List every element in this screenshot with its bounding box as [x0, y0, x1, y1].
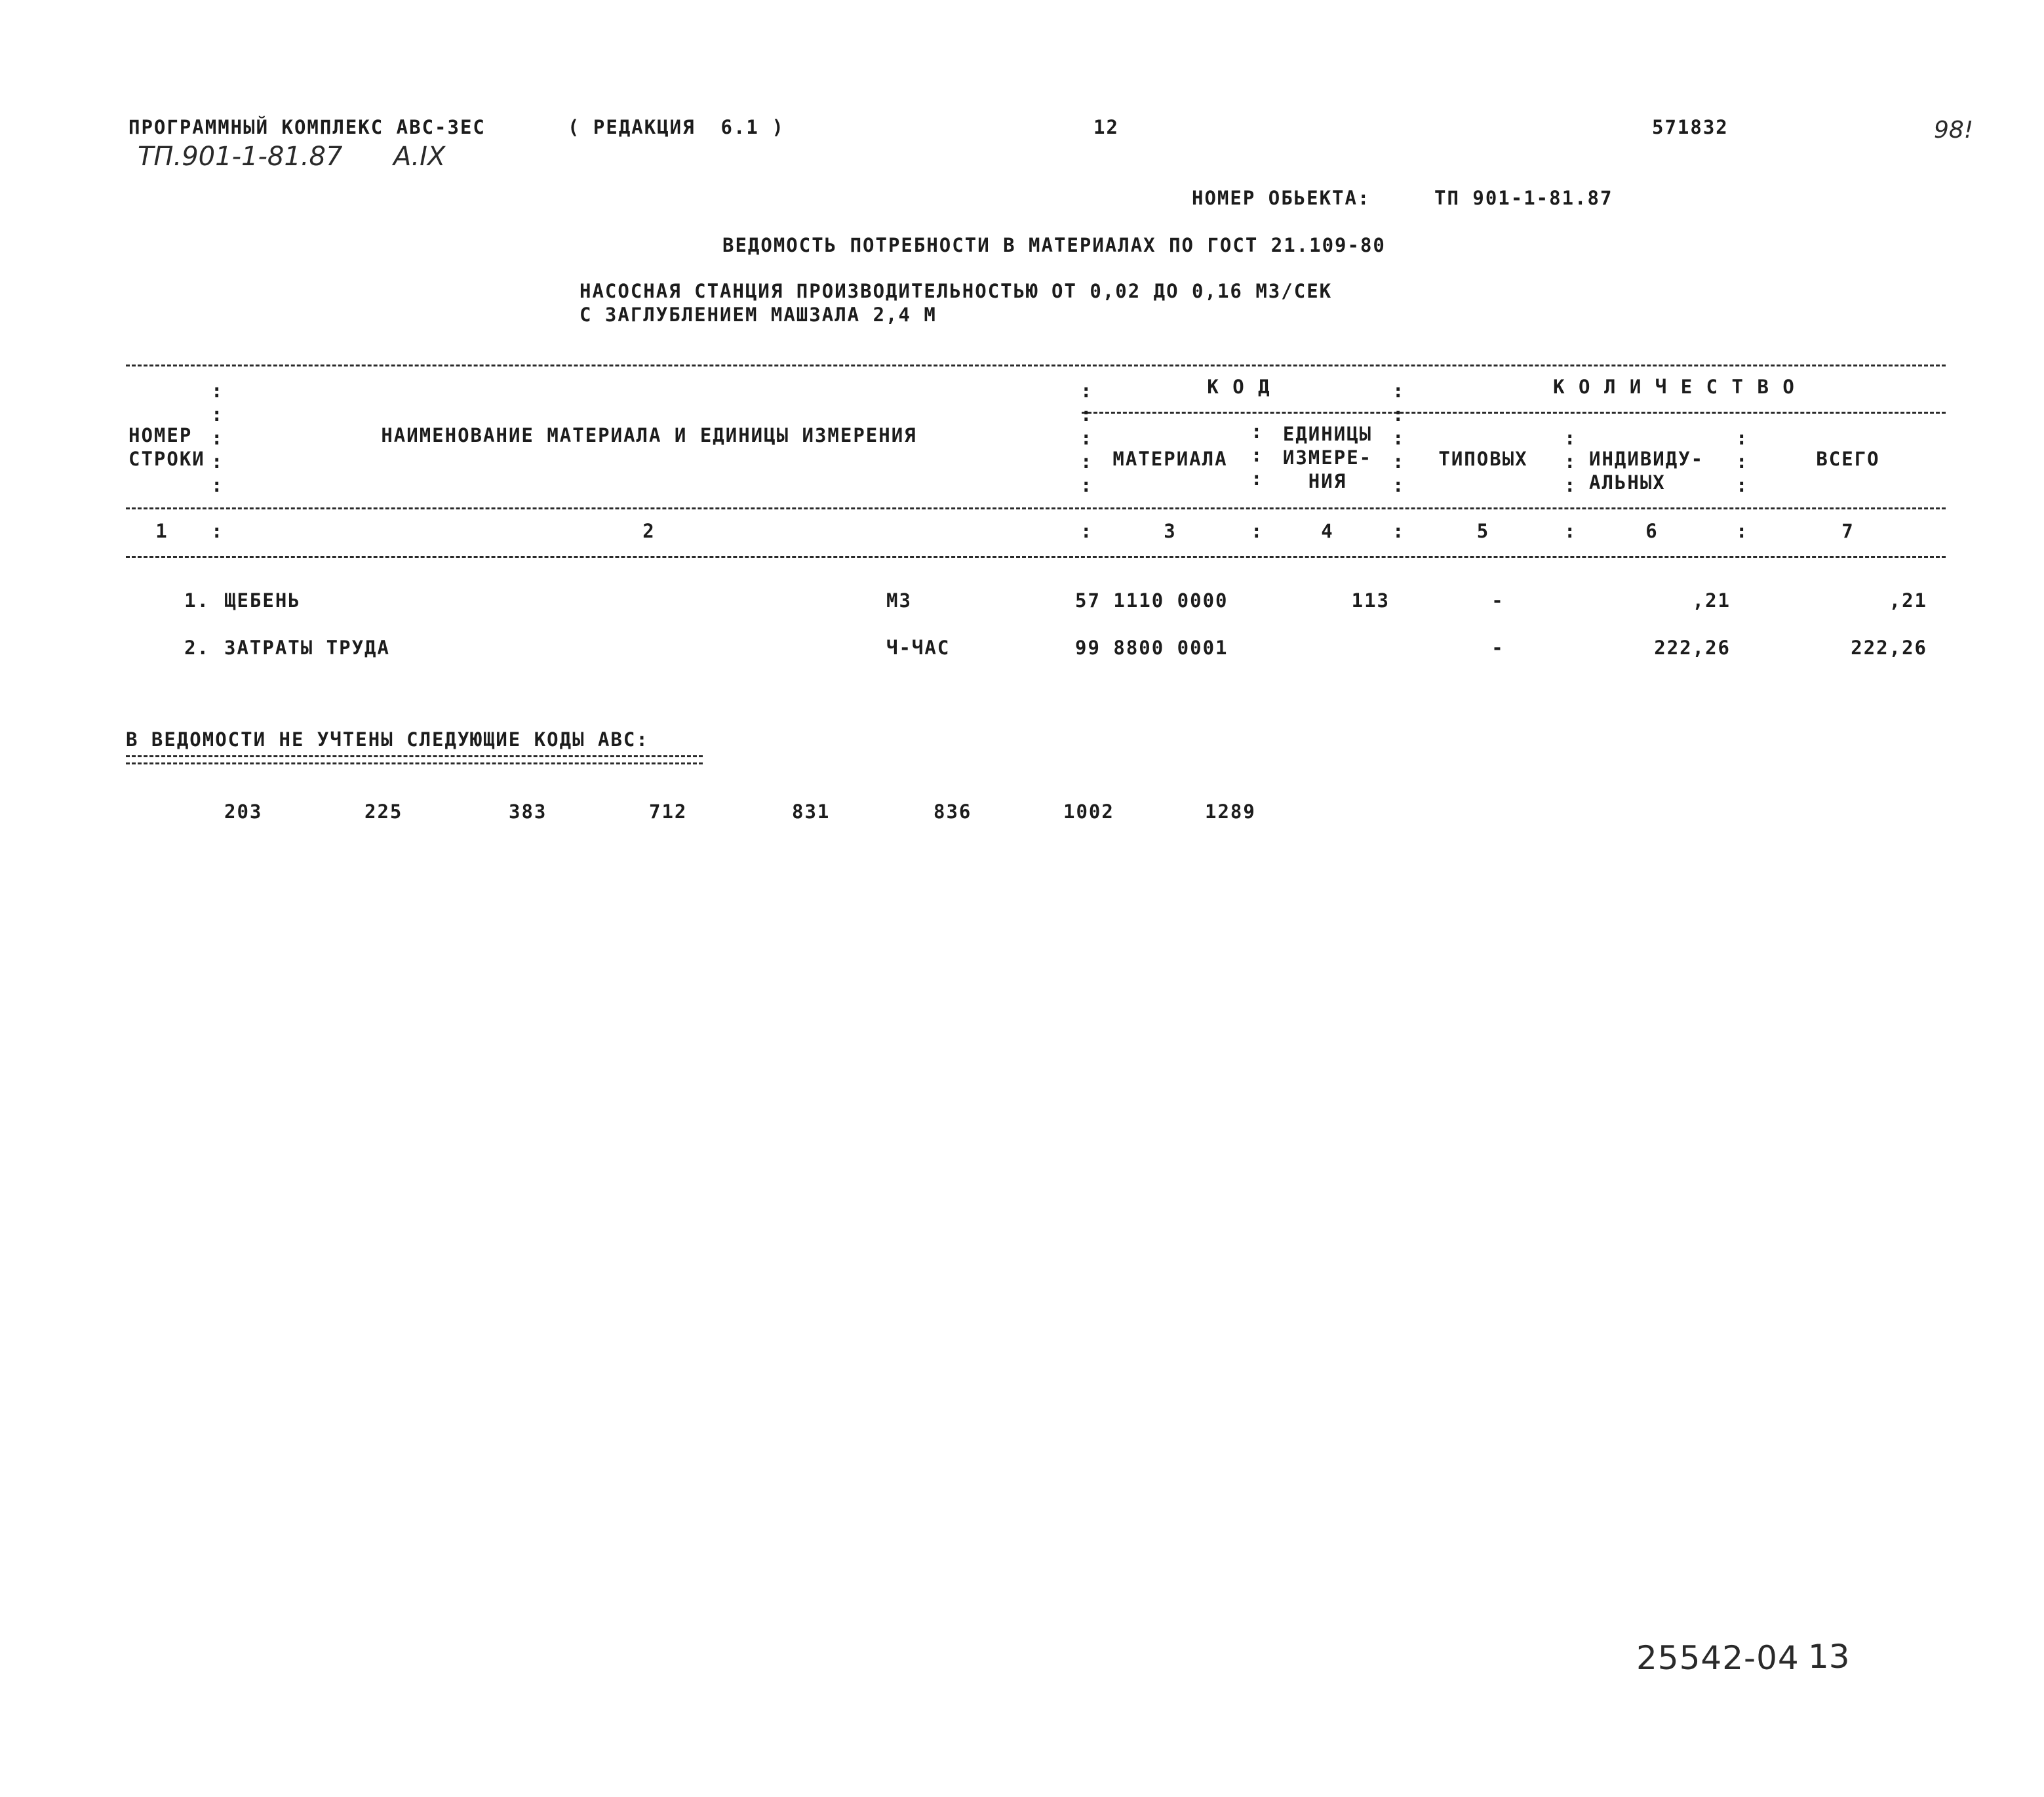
column-number: 3 — [1164, 520, 1177, 542]
header-row-number: СТРОКИ — [128, 448, 205, 470]
col-separator: : — [211, 520, 223, 542]
col-separator: : — [1392, 520, 1404, 542]
material-code: 99 8800 0001 — [1075, 637, 1228, 659]
excluded-code: 383 — [509, 800, 547, 823]
table-header-rule — [126, 507, 1946, 509]
header-quantity-typical: ТИПОВЫХ — [1438, 448, 1528, 470]
quantity-typical: - — [1491, 637, 1504, 659]
program-name: ПРОГРАММНЫЙ КОМПЛЕКС АВС-3ЕС — [128, 116, 486, 138]
document-title: ВЕДОМОСТЬ ПОТРЕБНОСТИ В МАТЕРИАЛАХ ПО ГОСТ 21.109-80 — [722, 234, 1386, 256]
page-number: 12 — [1093, 116, 1119, 138]
col-separator: : — [1251, 520, 1263, 542]
col-separator: : : : — [1251, 420, 1263, 490]
object-number-label: НОМЕР ОБЬЕКТА: — [1192, 187, 1371, 209]
quantity-typical: - — [1491, 589, 1504, 612]
column-number: 7 — [1841, 520, 1855, 542]
quantity-total: ,21 — [1889, 589, 1927, 612]
material-name: ЩЕБЕНЬ — [224, 589, 301, 612]
col-separator: : — [1564, 520, 1576, 542]
footnote-text: В ВЕДОМОСТИ НЕ УЧТЕНЫ СЛЕДУЮЩИЕ КОДЫ АВС: — [126, 728, 649, 751]
footnote-underline — [126, 755, 703, 764]
header-quantity-total: ВСЕГО — [1816, 448, 1880, 470]
header-code-unit: НИЯ — [1308, 470, 1347, 492]
inventory-number: 25542-04 — [1636, 1639, 1799, 1677]
excluded-code: 1289 — [1205, 800, 1256, 823]
excluded-code: 836 — [934, 800, 972, 823]
excluded-code: 712 — [649, 800, 688, 823]
quantity-individual: ,21 — [1692, 589, 1731, 612]
column-number: 1 — [155, 520, 168, 542]
row-number: 2. — [184, 637, 210, 659]
excluded-code: 225 — [364, 800, 403, 823]
excluded-code: 831 — [792, 800, 831, 823]
col-separator: : : : — [1736, 427, 1748, 496]
header-quantity-individual: АЛЬНЫХ — [1589, 471, 1666, 494]
table-group-rule — [1082, 412, 1946, 414]
unit-name: Ч-ЧАС — [886, 637, 951, 659]
col-separator: : : : : : — [1080, 380, 1092, 496]
document-code: 571832 — [1652, 116, 1729, 138]
column-number: 2 — [642, 520, 656, 542]
col-separator: : — [1080, 520, 1092, 542]
row-number: 1. — [184, 589, 210, 612]
header-row-number: НОМЕР — [128, 424, 193, 446]
corner-mark: 98! — [1934, 117, 1974, 144]
quantity-individual: 222,26 — [1654, 637, 1731, 659]
sheet-number: 13 — [1808, 1638, 1850, 1676]
header-quantity-individual: ИНДИВИДУ- — [1589, 448, 1704, 470]
handwritten-album-number: А.IX — [393, 142, 446, 172]
header-code-unit: ЕДИНИЦЫ — [1282, 423, 1373, 445]
header-code-unit: ИЗМЕРЕ- — [1282, 446, 1373, 469]
excluded-code: 1002 — [1063, 800, 1114, 823]
header-quantity: К О Л И Ч Е С Т В О — [1553, 376, 1796, 398]
header-material-name: НАИМЕНОВАНИЕ МАТЕРИАЛА И ЕДИНИЦЫ ИЗМЕРЕНИЯ — [381, 424, 917, 446]
material-name: ЗАТРАТЫ ТРУДА — [224, 637, 390, 659]
unit-name: М3 — [886, 589, 912, 612]
program-edition: ( РЕДАКЦИЯ 6.1 ) — [568, 116, 785, 138]
unit-code: 113 — [1351, 589, 1390, 612]
col-separator: : — [1736, 520, 1748, 542]
subtitle-line-1: НАСОСНАЯ СТАНЦИЯ ПРОИЗВОДИТЕЛЬНОСТЬЮ ОТ 0,02 ДО 0,16 М3/СЕК — [580, 280, 1333, 302]
header-code: К О Д — [1207, 376, 1271, 398]
subtitle-line-2: С ЗАГЛУБЛЕНИЕМ МАШЗАЛА 2,4 М — [580, 304, 937, 326]
excluded-code: 203 — [224, 800, 263, 823]
column-number: 5 — [1476, 520, 1490, 542]
col-separator: : : : — [1564, 427, 1576, 496]
col-separator: : : : : : — [1392, 380, 1404, 496]
column-number: 4 — [1321, 520, 1334, 542]
table-top-rule — [126, 365, 1946, 366]
column-number: 6 — [1645, 520, 1659, 542]
table-numbers-rule — [126, 556, 1946, 558]
col-separator: : : : : : — [211, 380, 223, 496]
handwritten-project-number: ТП.901-1-81.87 — [138, 142, 343, 172]
quantity-total: 222,26 — [1851, 637, 1927, 659]
object-number-value: ТП 901-1-81.87 — [1434, 187, 1613, 209]
header-code-material: МАТЕРИАЛА — [1112, 448, 1228, 470]
material-code: 57 1110 0000 — [1075, 589, 1228, 612]
